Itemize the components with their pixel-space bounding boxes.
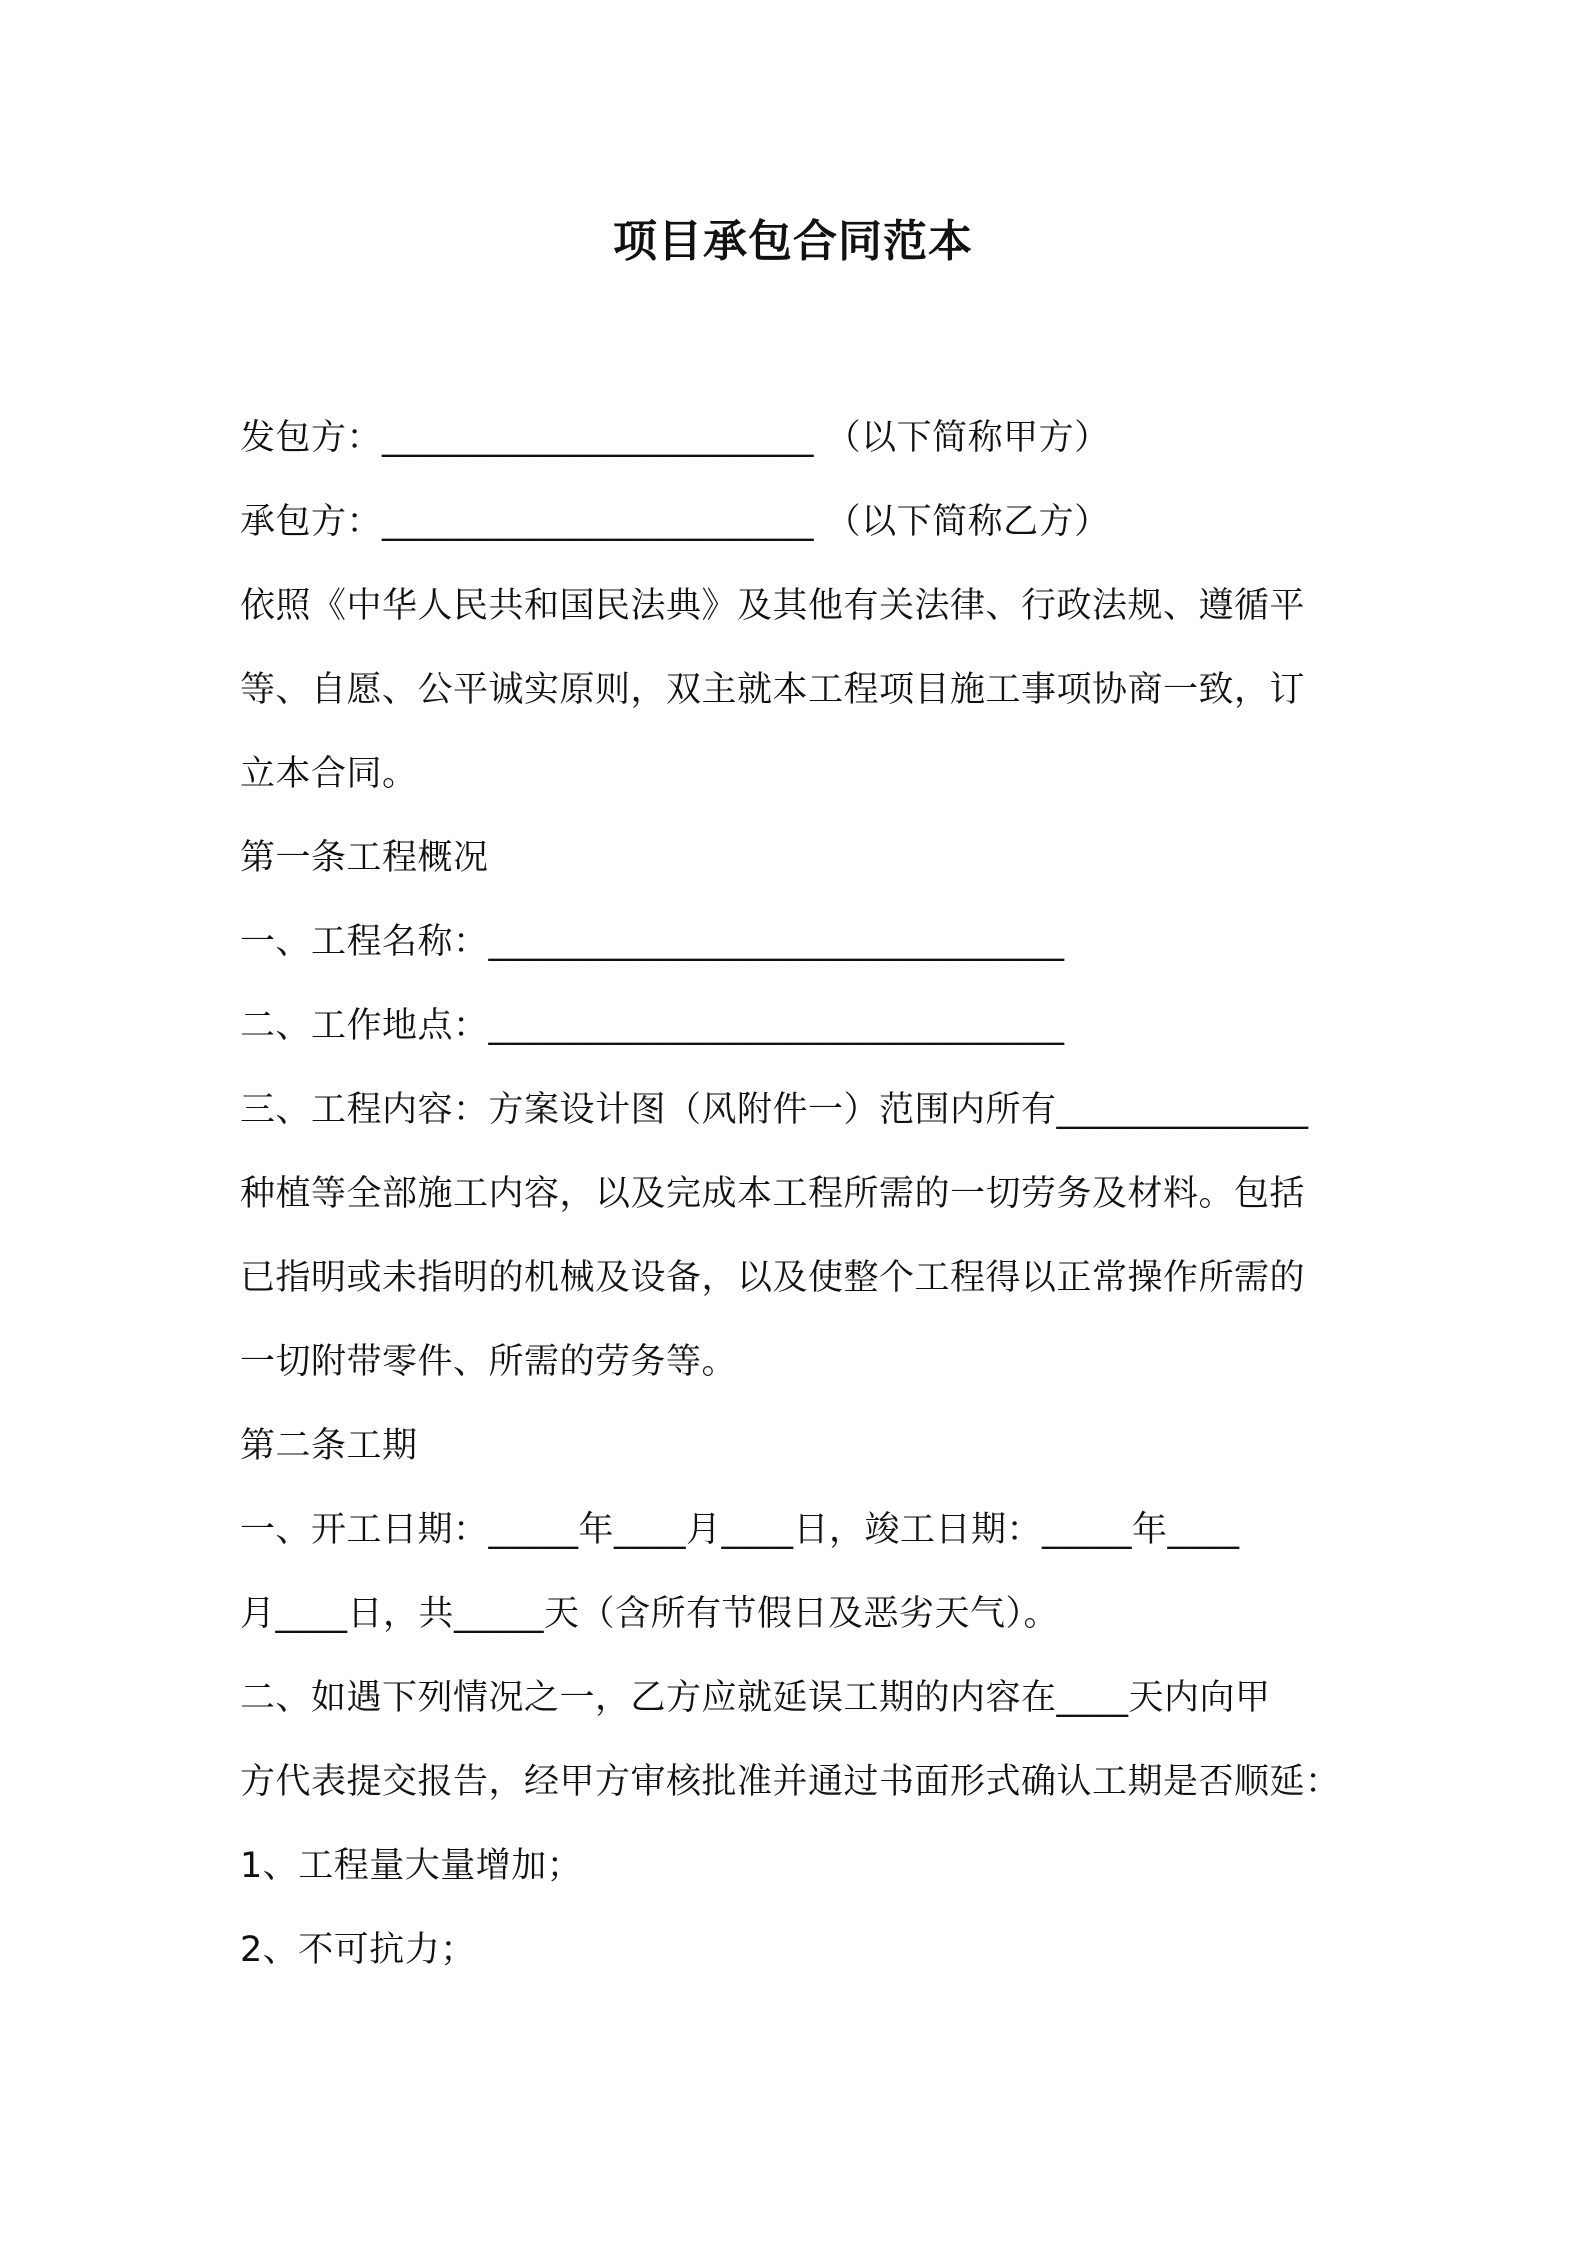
article-1-heading: 第一条工程概况 xyxy=(240,838,489,878)
delay-clause-line-1: 二、如遇下列情况之一，乙方应就延误工期的内容在____天内向甲 xyxy=(240,1678,1271,1718)
preamble-line-1: 依照《中华人民共和国民法典》及其他有关法律、行政法规、遵循平 xyxy=(240,586,1306,626)
project-content-line-1: 三、工程内容：方案设计图（风附件一）范围内所有______________ xyxy=(240,1090,1309,1130)
party-a-line: 发包方：________________________ （以下简称甲方） xyxy=(240,418,1110,458)
schedule-line-2: 月____日，共_____天（含所有节假日及恶劣天气）。 xyxy=(240,1594,1060,1634)
party-b-line: 承包方：________________________ （以下简称乙方） xyxy=(240,502,1110,542)
project-content-line-2: 种植等全部施工内容，以及完成本工程所需的一切劳务及材料。包括 xyxy=(240,1174,1306,1214)
article-2-heading: 第二条工期 xyxy=(240,1426,418,1466)
delay-item-1: 1、工程量大量增加； xyxy=(240,1846,583,1886)
project-name-line: 一、工程名称：________________________________ xyxy=(240,922,1065,962)
preamble-line-2: 等、自愿、公平诚实原则，双主就本工程项目施工事项协商一致，订 xyxy=(240,670,1306,710)
preamble-line-3: 立本合同。 xyxy=(240,754,418,794)
project-content-line-3: 已指明或未指明的机械及设备，以及使整个工程得以正常操作所需的 xyxy=(240,1258,1306,1298)
delay-item-2: 2、不可抗力； xyxy=(240,1930,476,1970)
document-title: 项目承包合同范本 xyxy=(613,216,973,267)
work-location-line: 二、工作地点：________________________________ xyxy=(240,1006,1065,1046)
schedule-line-1: 一、开工日期：_____年____月____日，竣工日期：_____年____ xyxy=(240,1510,1240,1550)
delay-clause-line-2: 方代表提交报告，经甲方审核批准并通过书面形式确认工期是否顺延： xyxy=(240,1762,1341,1802)
project-content-line-4: 一切附带零件、所需的劳务等。 xyxy=(240,1342,738,1382)
